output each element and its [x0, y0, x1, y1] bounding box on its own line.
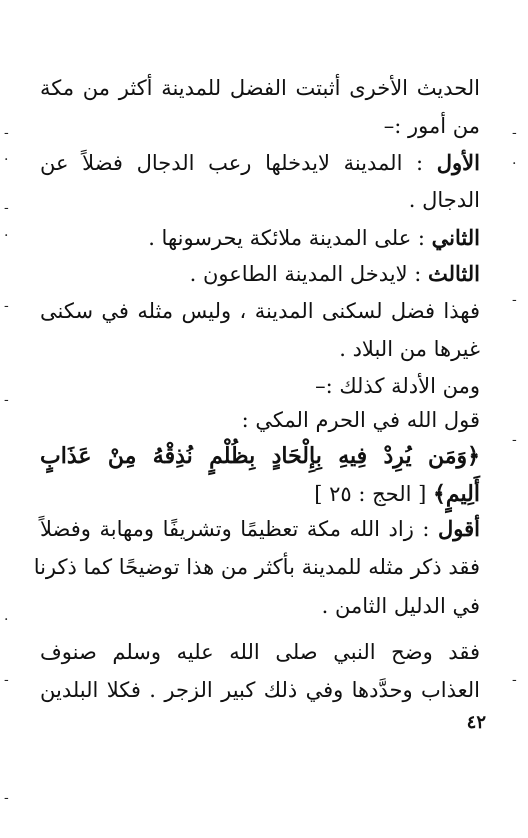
text-line-6: الثالث : لايدخل المدينة الطاعون . — [189, 261, 480, 286]
margin-mark: · — [4, 152, 9, 168]
margin-mark: - — [4, 298, 9, 314]
text-line-1: الحديث الأخرى أثبتت الفضل للمدينة أكثر من مكة — [40, 76, 480, 100]
margin-mark: · — [4, 228, 9, 244]
text-line-15: في الدليل الثامن . — [321, 594, 480, 618]
text-line-4: الدجال . — [408, 188, 480, 212]
margin-mark: . — [512, 152, 517, 168]
verse-end: أَلِيمٍ﴾ — [433, 481, 480, 507]
quran-verse-line-1: ﴿وَمَن يُرِدْ فِيهِ بِإِلْحَادٍ بِظُلْمٍ نُذِقْهُ مِنْ عَذَابٍ — [40, 443, 480, 469]
text-line-13: أقول : زاد الله مكة تعظيمًا وتشريفًا ومهابة وفضلاً — [40, 516, 480, 541]
text-line-16: فقد وضح النبي صلى الله عليه وسلم صنوف — [40, 640, 480, 664]
margin-mark: - — [4, 392, 9, 408]
text-line-10: قول الله في الحرم المكي : — [241, 408, 480, 432]
margin-mark: - — [4, 672, 9, 688]
text-line-5: الثاني : على المدينة ملائكة يحرسونها . — [148, 225, 480, 250]
line-heading: الأول — [436, 150, 480, 175]
margin-mark: - — [4, 125, 9, 141]
line-heading: الثاني — [431, 225, 480, 250]
text-line-2: من أمور :– — [383, 114, 480, 138]
text-line-17: العذاب وحدَّدها وفي ذلك كبير الزجر . فكلا البلدين — [40, 678, 480, 702]
margin-mark: - — [512, 292, 517, 308]
margin-mark: - — [4, 790, 9, 806]
text-line-14: فقد ذكر مثله للمدينة بأكثر من هذا توضيحًا كما ذكرنا — [33, 555, 480, 579]
text-line-7: فهذا فضل لسكنى المدينة ، وليس مثله في سكنى — [40, 299, 480, 323]
text-line-9: ومن الأدلة كذلك :– — [315, 374, 480, 398]
page-number: ٤٢ — [466, 712, 486, 733]
margin-mark: - — [512, 672, 517, 688]
margin-mark: · — [4, 612, 9, 628]
text-line-8: غيرها من البلاد . — [339, 337, 480, 361]
quran-verse-line-2: أَلِيمٍ﴾ [ الحج : ٢٥ ] — [314, 481, 480, 507]
margin-mark: - — [512, 125, 517, 141]
line-heading: أقول — [438, 516, 480, 541]
margin-mark: - — [512, 432, 517, 448]
margin-mark: - — [4, 200, 9, 216]
text-line-3: الأول : المدينة لايدخلها رعب الدجال فضلاً عن — [40, 150, 480, 175]
line-heading: الثالث — [428, 261, 480, 286]
